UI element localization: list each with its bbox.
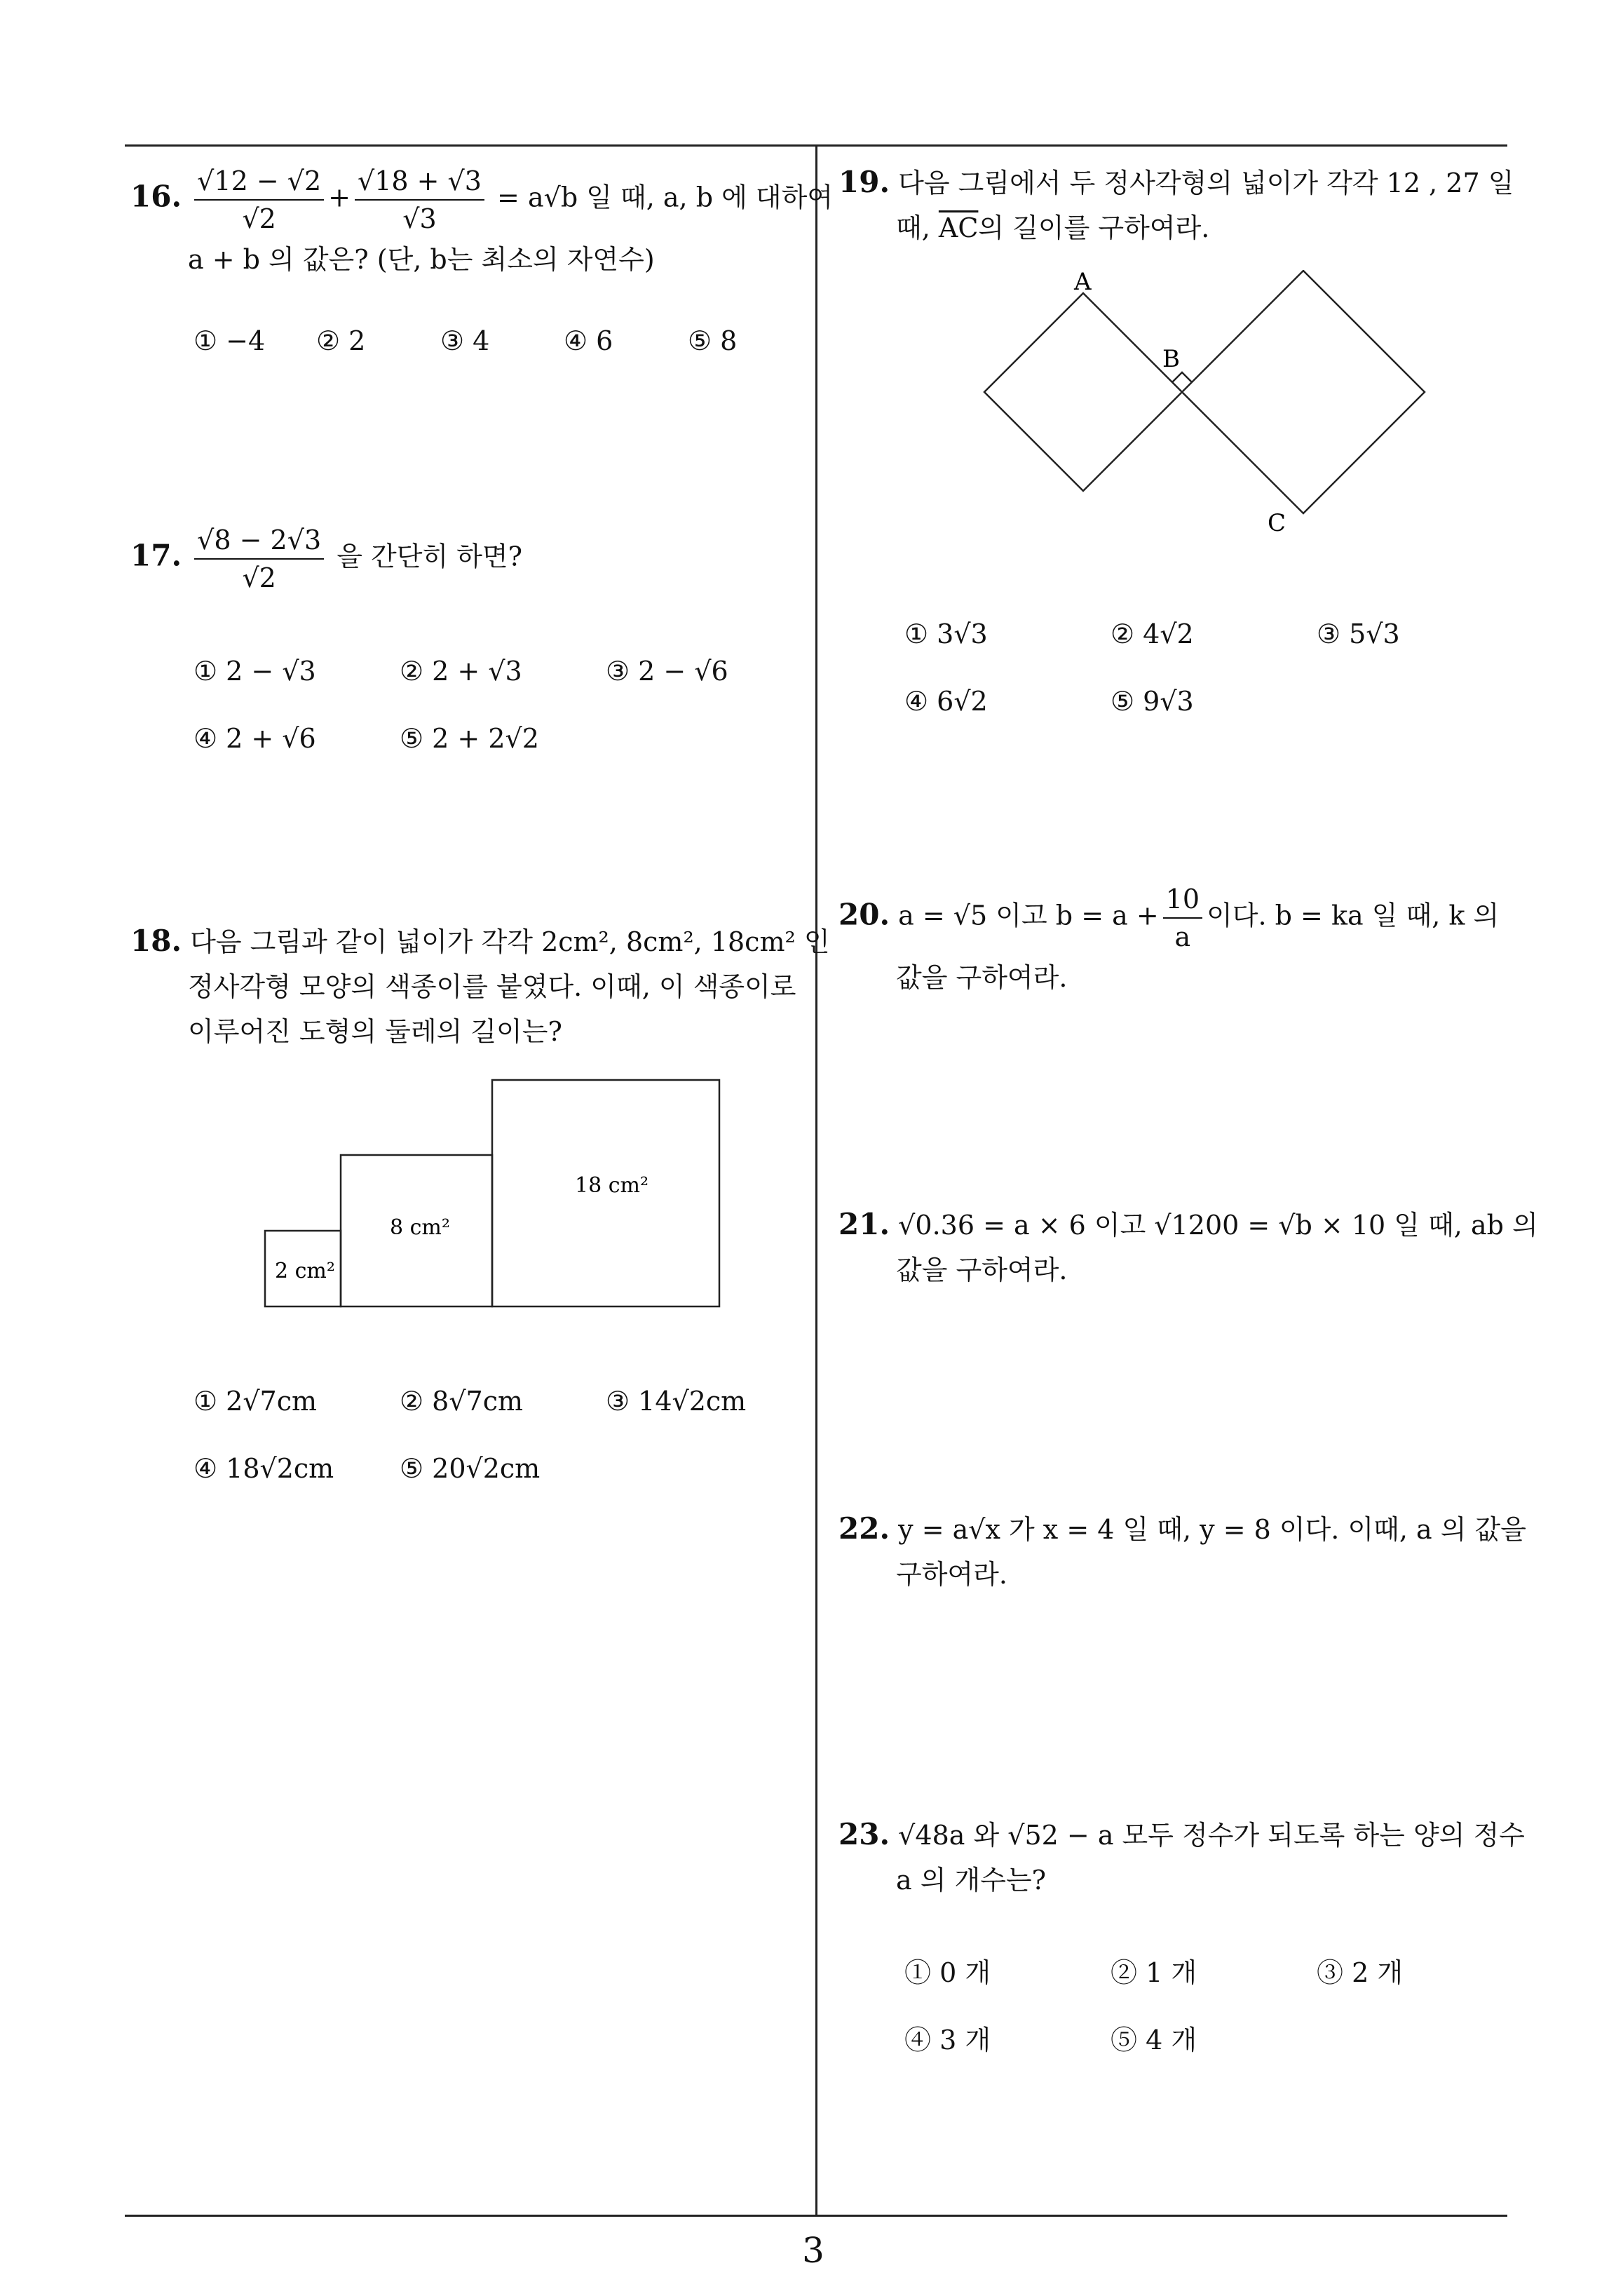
problem-number: 22. (838, 1511, 890, 1546)
problem-number: 18. (130, 924, 182, 958)
choice-5[interactable]: ⑤ 9√3 (1111, 686, 1194, 717)
label-2cm2: 2 cm² (275, 1259, 335, 1283)
choice-2[interactable]: ② 2 + √3 (400, 656, 522, 687)
problem-17 (130, 522, 803, 596)
choice-5[interactable]: ⑤ 2 + 2√2 (400, 723, 539, 754)
choice-3[interactable]: ③ 2 − √6 (606, 656, 728, 687)
problem-number: 20. (838, 897, 890, 932)
problem-23-line-2: a 의 개수는? (896, 1865, 1047, 1896)
problem-17-line-1 (130, 522, 803, 596)
choice-5[interactable]: ⑤ 8 (688, 325, 738, 356)
problem-16-line-2: a + b 의 값은? (단, b는 최소의 자연수) (188, 244, 655, 275)
problem-21-line-2: 값을 구하여라. (896, 1255, 1068, 1285)
label-8cm2: 8 cm² (390, 1215, 450, 1240)
choice-2[interactable]: ② 1 개 (1111, 1957, 1197, 1988)
choice-4[interactable]: ④ 3 개 (904, 2025, 991, 2055)
problem-21 (838, 1202, 1538, 1292)
problem-21-line-1: 21. √0.36 = a × 6 이고 √1200 = √b × 10 일 때, ab 의 (838, 1207, 1538, 1241)
column-divider (815, 144, 817, 2217)
choice-2[interactable]: ② 2 (316, 325, 366, 356)
large-square (1182, 271, 1425, 513)
page-number: 3 (802, 2230, 824, 2271)
problem-23-line-1: 23. √48a 와 √52 − a 모두 정수가 되도록 하는 양의 정수 (838, 1817, 1525, 1851)
choice-3[interactable]: ③ 14√2cm (606, 1386, 747, 1417)
fraction: $\frac{√8 - 2√3}{√2}$ (194, 522, 324, 596)
problem-number: 17. (130, 538, 182, 573)
small-square (984, 293, 1182, 491)
problem-20 (838, 881, 1512, 1000)
problem-22-line-2: 구하여라. (896, 1559, 1007, 1590)
choice-4[interactable]: ④ 18√2cm (193, 1453, 334, 1484)
choice-2[interactable]: ② 4√2 (1111, 619, 1194, 649)
problem-18 (130, 919, 830, 1054)
right-angle-mark (1172, 372, 1192, 382)
choice-3[interactable]: ③ 5√3 (1317, 619, 1400, 649)
choice-1[interactable]: ① 3√3 (904, 619, 988, 649)
label-c: C (1268, 509, 1286, 537)
problem-23 (838, 1812, 1525, 1903)
choice-3[interactable]: ③ 2 개 (1317, 1957, 1404, 1988)
fraction-2: $\frac{√18 + √3}{√3}$ (355, 163, 484, 237)
label-18cm2: 18 cm² (575, 1173, 648, 1198)
problem-18-line-1: 18. 다음 그림과 같이 넓이가 각각 2cm², 8cm², 18cm² 인 (130, 924, 830, 958)
segment-ac: $\overline{AC}$ (938, 212, 979, 243)
problem-22 (838, 1506, 1526, 1597)
choice-4[interactable]: ④ 6√2 (904, 686, 988, 717)
problem-number: 19. (838, 165, 890, 199)
problem-19-line-2: 때, $\overline{AC}$의 길이를 구하여라. (896, 212, 1210, 243)
problem-18-line-3: 이루어진 도형의 둘레의 길이는? (188, 1016, 562, 1047)
problem-19 (838, 160, 1512, 250)
choice-5[interactable]: ⑤ 4 개 (1111, 2025, 1197, 2055)
two-squares-figure (982, 270, 1430, 551)
problem-20-line-1: 20. a = √5 이고 b = a + $\frac{10}{a}$ 이다. b = ka 일 때, k 의 (838, 881, 1512, 955)
choice-1[interactable]: ① 0 개 (904, 1957, 991, 1988)
problem-number: 21. (838, 1207, 890, 1241)
problem-17-tail: 을 간단히 하면? (337, 541, 523, 572)
label-b: B (1162, 345, 1180, 373)
problem-16-line-1: 16. $\frac{√12 - √2}{√2}$ + $\frac{√18 + √3}{√3}$ = a√b 일 때, a, b 에 대하여 (130, 163, 803, 237)
squares-figure (259, 1073, 729, 1311)
problem-20-line-2: 값을 구하여라. (896, 962, 1068, 993)
choice-1[interactable]: ① 2 − √3 (193, 656, 316, 687)
fraction: $\frac{10}{a}$ (1163, 881, 1202, 955)
choice-4[interactable]: ④ 2 + √6 (193, 723, 316, 754)
problem-number: 16. (130, 179, 182, 214)
choice-3[interactable]: ③ 4 (440, 325, 490, 356)
fraction-1: $\frac{√12 - √2}{√2}$ (194, 163, 324, 237)
choice-1[interactable]: ① 2√7cm (193, 1386, 318, 1417)
problem-19-line-1: 19. 다음 그림에서 두 정사각형의 넓이가 각각 12 , 27 일 (838, 165, 1514, 199)
choice-1[interactable]: ① −4 (193, 325, 266, 356)
problem-22-line-1: 22. y = a√x 가 x = 4 일 때, y = 8 이다. 이때, a 의 값을 (838, 1511, 1526, 1546)
choice-5[interactable]: ⑤ 20√2cm (400, 1453, 541, 1484)
choice-2[interactable]: ② 8√7cm (400, 1386, 524, 1417)
problem-16 (130, 163, 834, 282)
problem-16-tail: = a√b 일 때, a, b 에 대하여 (497, 182, 834, 213)
label-a: A (1074, 270, 1092, 296)
problem-number: 23. (838, 1817, 890, 1851)
problem-18-line-2: 정사각형 모양의 색종이를 붙였다. 이때, 이 색종이로 (188, 971, 796, 1002)
choice-4[interactable]: ④ 6 (564, 325, 613, 356)
